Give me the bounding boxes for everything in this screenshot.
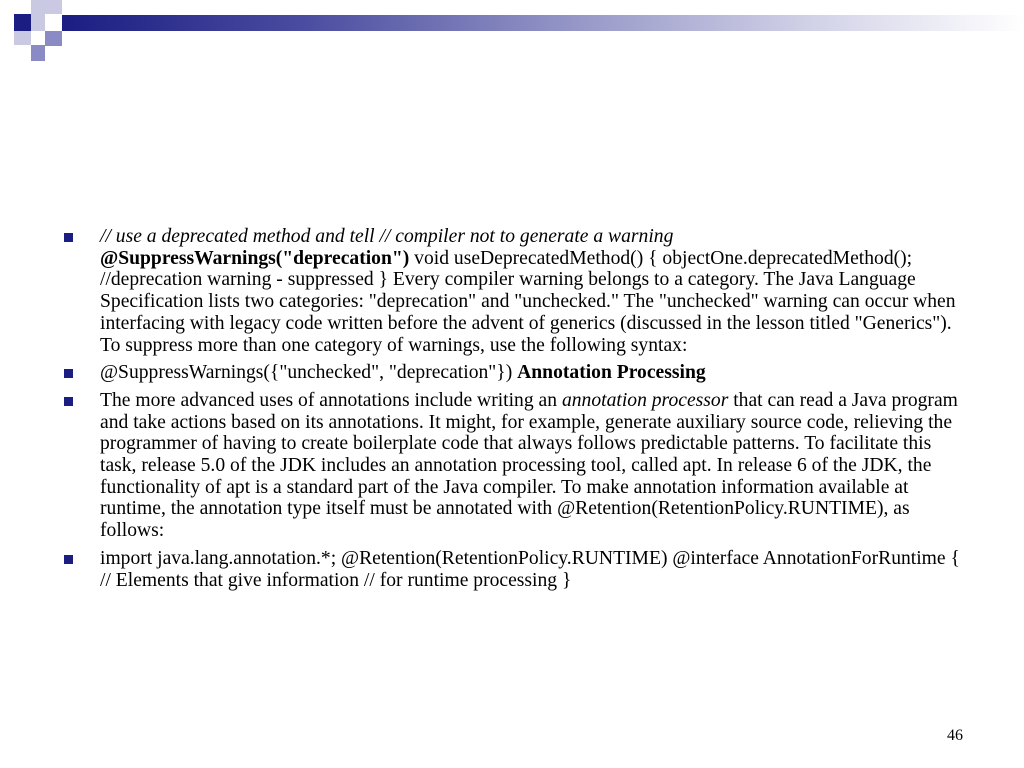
- bullet-item: [62, 362, 967, 384]
- bullet-list: [62, 226, 967, 591]
- header-gradient-bar: [62, 15, 1024, 31]
- bullet-text: @SuppressWarnings({"unchecked", "deprecation"}): [100, 362, 518, 384]
- bullet-text: The more advanced uses of annotations include writing an: [100, 389, 562, 411]
- square-bullet-icon: [64, 555, 73, 564]
- bullet-text: import java.lang.annotation.*; @Retention(RetentionPolicy.RUNTIME) @interface AnnotationForRuntime { // Elements that give information // for runtime processing }: [100, 547, 960, 591]
- page-number: 46: [947, 727, 963, 744]
- deco-square-mid: [31, 45, 45, 61]
- code-comment: // use a deprecated method and tell // compiler not to generate a warning: [100, 226, 674, 247]
- emphasis-term: annotation processor: [561, 389, 729, 411]
- bullet-item: [62, 548, 967, 591]
- square-bullet-icon: [64, 233, 73, 242]
- bullet-text: that can read a Java program and take actions based on its annotations. It might, for example, generate auxiliary source code, relieving the programmer of having to create boilerplate code that always follows predictable patterns. To facilitate this task, release 5.0 of the JDK includes an annotation processing tool, called apt. In release 6 of the JDK, the functionality of apt is a standard part of the Java compiler. To make annotation information available at runtime, the annotation type itself must be annotated with @Retention(RetentionPolicy.RUNTIME), as follows:: [100, 389, 958, 542]
- deco-square-mid: [45, 31, 62, 46]
- bullet-item: [62, 226, 967, 356]
- section-heading: Annotation Processing: [517, 362, 706, 384]
- square-bullet-icon: [64, 397, 73, 406]
- annotation-code: @SuppressWarnings("deprecation"): [100, 247, 410, 269]
- bullet-text: void useDeprecatedMethod() { objectOne.deprecatedMethod(); //deprecation warning - suppressed } Every compiler warning belongs to a category. The Java Language Specification lists two categories: "deprecation" and "unchecked." The "unchecked" warning can occur when interfacing with legacy code written before the advent of generics (discussed in the lesson titled "Generics"). To suppress more than one category of warnings, use the following syntax:: [100, 247, 956, 356]
- slide-content: [62, 226, 967, 597]
- deco-square-light: [31, 0, 62, 14]
- deco-square-light: [14, 31, 31, 45]
- deco-square-light: [31, 14, 45, 31]
- square-bullet-icon: [64, 369, 73, 378]
- deco-square-dark: [14, 14, 31, 31]
- bullet-item: [62, 390, 967, 542]
